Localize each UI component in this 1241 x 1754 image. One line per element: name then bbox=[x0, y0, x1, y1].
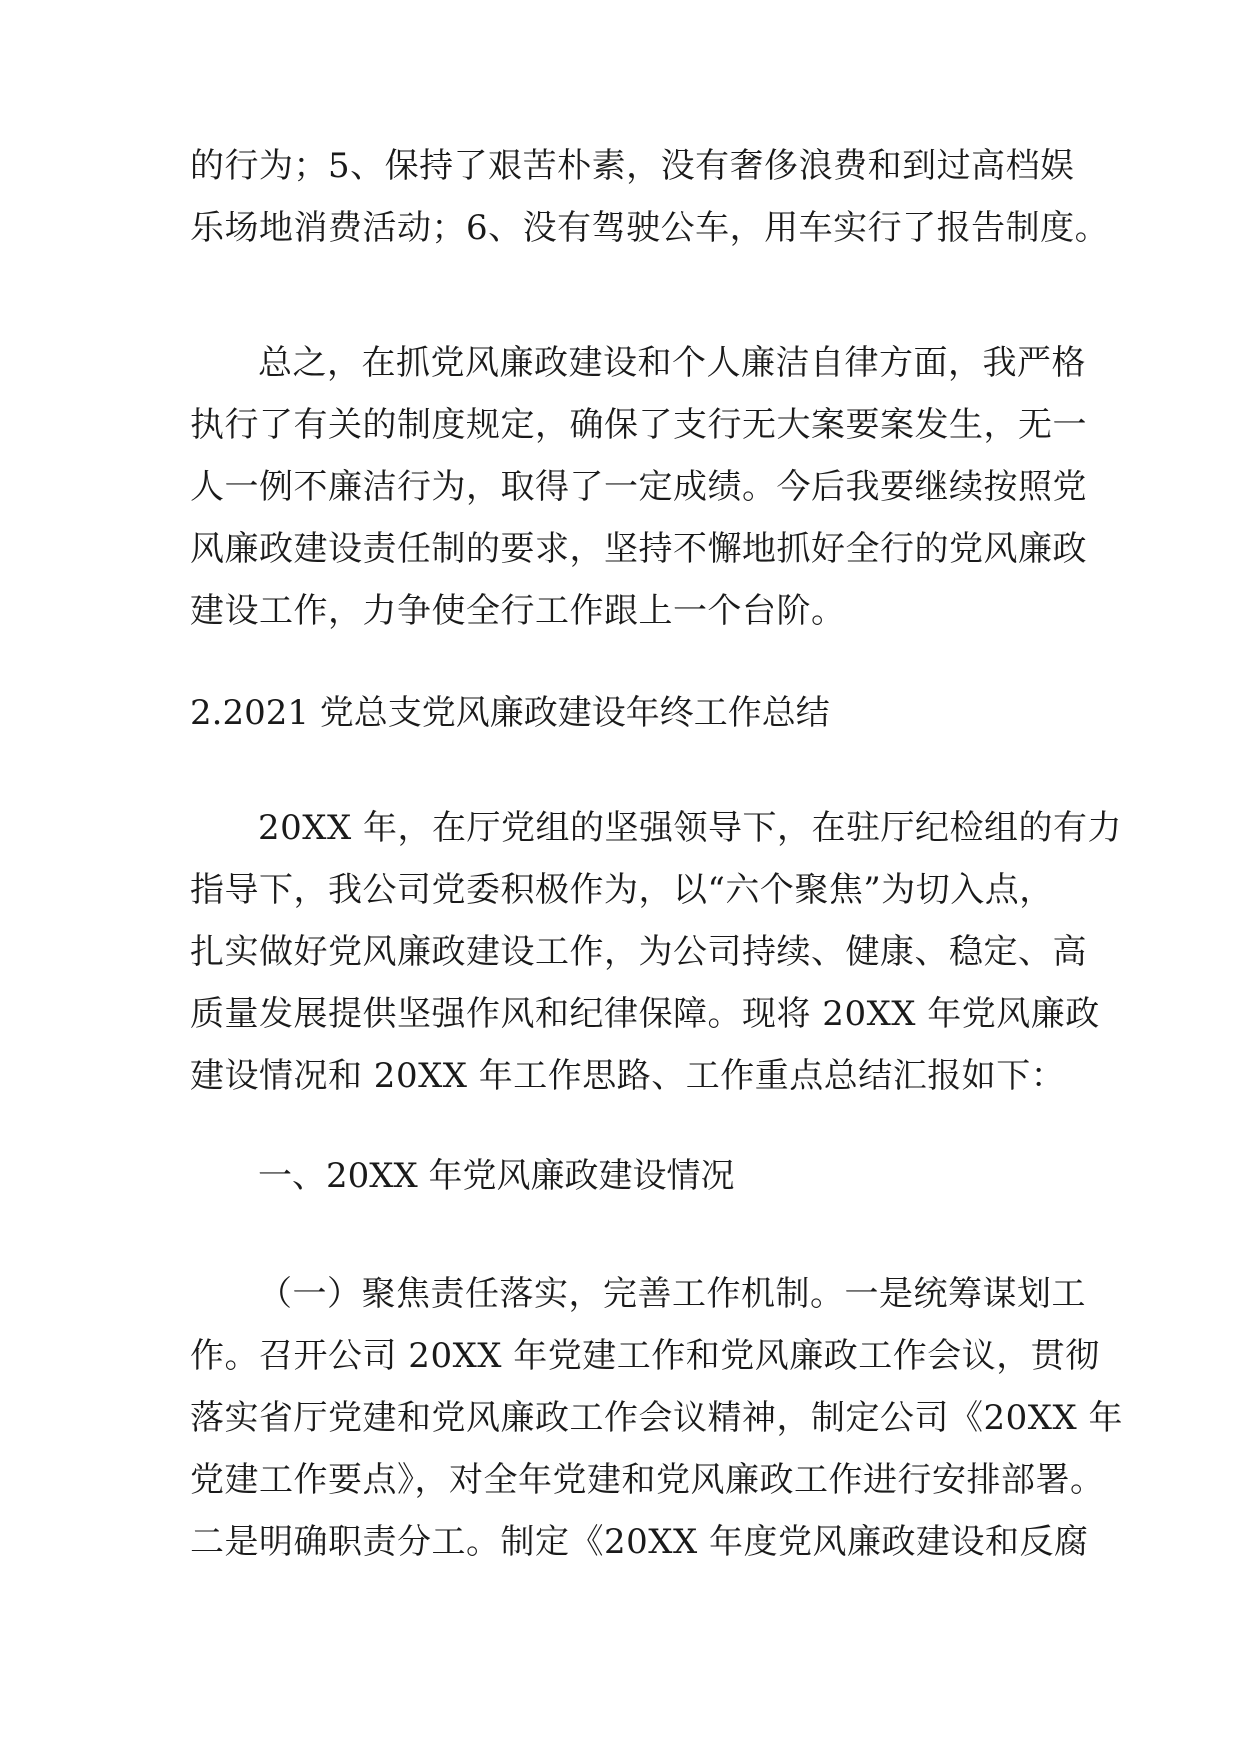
section-title bbox=[190, 682, 1050, 744]
text-line: 人一例不廉洁行为，取得了一定成绩。今后我要继续按照党 bbox=[190, 467, 1087, 507]
text-line: 质量发展提供坚强作风和纪律保障。现将 20XX 年党风廉政 bbox=[190, 994, 1100, 1034]
text-line: 建设情况和 20XX 年工作思路、工作重点总结汇报如下： bbox=[190, 1056, 1066, 1096]
paragraph-summary bbox=[190, 332, 1087, 642]
text-line: 建设工作，力争使全行工作跟上一个台阶。 bbox=[190, 591, 846, 631]
paragraph-item-one bbox=[190, 1263, 1123, 1573]
text-line: 二是明确职责分工。制定《20XX 年度党风廉政建设和反腐 bbox=[190, 1522, 1089, 1562]
paragraph-continuation bbox=[190, 135, 1110, 259]
text-line: 扎实做好党风廉政建设工作，为公司持续、健康、稳定、高 bbox=[190, 932, 1087, 972]
paragraph-intro bbox=[190, 797, 1122, 1107]
text-line: 的行为；5、保持了艰苦朴素，没有奢侈浪费和到过高档娱 bbox=[190, 146, 1075, 186]
text-line: 落实省厅党建和党风廉政工作会议精神，制定公司《20XX 年 bbox=[190, 1398, 1123, 1438]
section-heading: 2.2021 党总支党风廉政建设年终工作总结 bbox=[190, 693, 830, 733]
text-line: 党建工作要点》，对全年党建和党风廉政工作进行安排部署。 bbox=[190, 1460, 1105, 1500]
text-line: 作。召开公司 20XX 年党建工作和党风廉政工作会议，贯彻 bbox=[190, 1336, 1100, 1376]
text-line: 指导下，我公司党委积极作为，以“六个聚焦”为切入点， bbox=[190, 870, 1054, 910]
subsection-title bbox=[190, 1145, 1050, 1207]
text-line: 20XX 年，在厅党组的坚强领导下，在驻厅纪检组的有力 bbox=[258, 808, 1122, 848]
subsection-heading: 一、20XX 年党风廉政建设情况 bbox=[258, 1156, 735, 1196]
text-line: 风廉政建设责任制的要求，坚持不懈地抓好全行的党风廉政 bbox=[190, 529, 1087, 569]
text-line: 总之，在抓党风廉政建设和个人廉洁自律方面，我严格 bbox=[258, 343, 1086, 383]
text-line: 执行了有关的制度规定，确保了支行无大案要案发生，无一 bbox=[190, 405, 1087, 445]
text-line: （一）聚焦责任落实，完善工作机制。一是统筹谋划工 bbox=[258, 1274, 1086, 1314]
text-line: 乐场地消费活动；6、没有驾驶公车，用车实行了报告制度。 bbox=[190, 208, 1110, 248]
